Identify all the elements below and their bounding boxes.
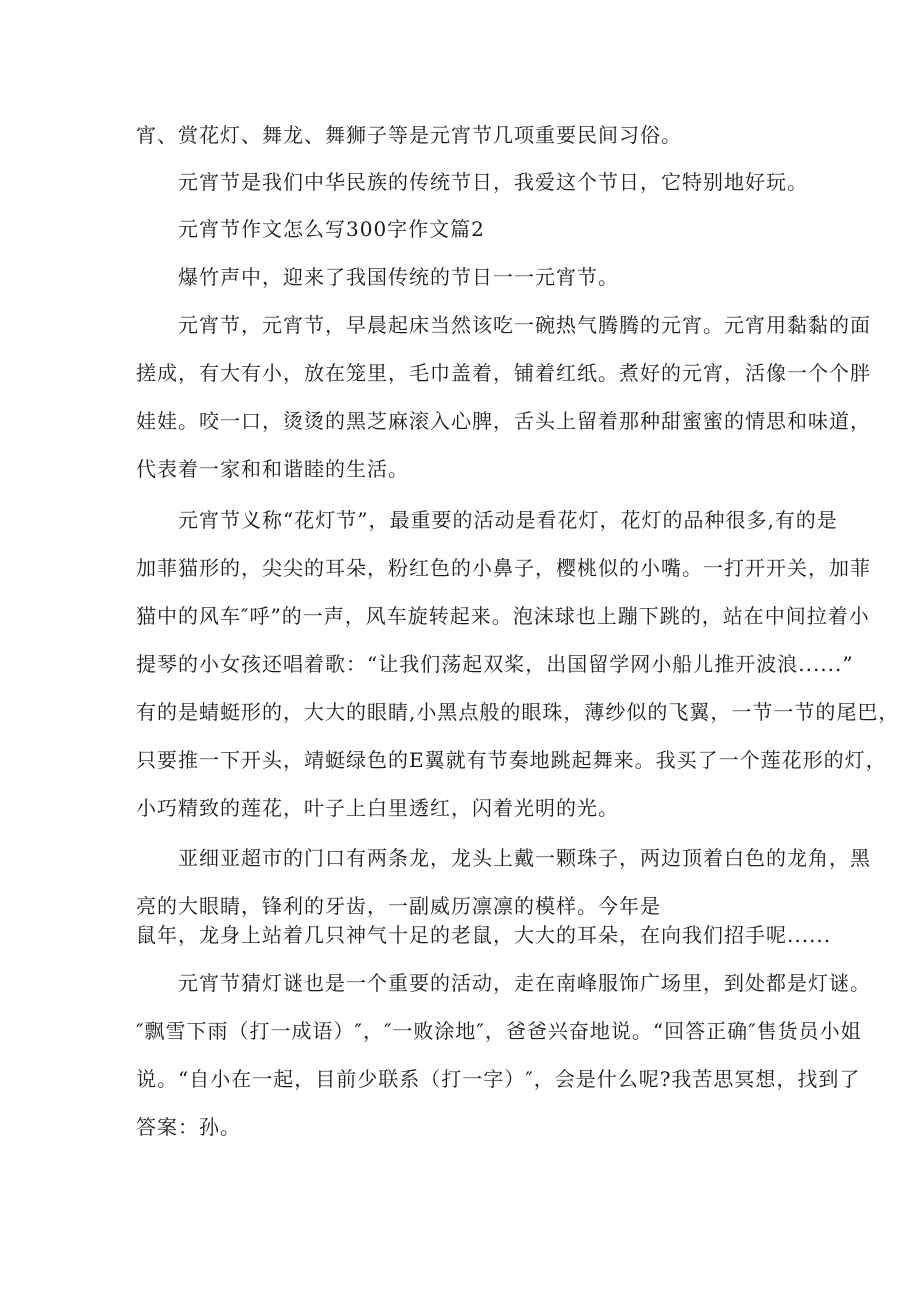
paragraph-start: 元宵节猜灯谜也是一个重要的活动，走在南峰服饰广场里，到处都是灯谜。	[178, 971, 871, 995]
paragraph-start: 元宵节义称“花灯节”，最重要的活动是看花灯，花灯的品种很多,有的是	[178, 508, 838, 532]
text-line: ″飘雪下雨（打一成语）″，″一败涂地″，爸爸兴奋地说。“回答正确″售货员小姐	[136, 1019, 862, 1043]
paragraph-start: 亚细亚超市的门口有两条龙，龙头上戴一颗珠子，两边顶着白色的龙角，黑	[178, 846, 871, 870]
text-line: 加菲猫形的，尖尖的耳朵，粉红色的小鼻子，樱桃似的小嘴。一打开开关，加菲	[136, 556, 871, 580]
text-line: 有的是蜻蜓形的，大大的眼睛,小黑点般的眼珠，薄纱似的飞翼，一节一节的尾巴，	[136, 700, 900, 724]
text-line: 搓成，有大有小，放在笼里，毛巾盖着，铺着红纸。煮好的元宵，活像一个个胖	[136, 361, 871, 385]
text-line: 亮的大眼睛，锋利的牙齿，一副威历凛凛的模样。今年是	[136, 894, 661, 918]
paragraph-start: 元宵节，元宵节，早晨起床当然该吃一碗热气腾腾的元宵。元宵用黏黏的面	[178, 313, 871, 337]
paragraph-start: 爆竹声中，迎来了我国传统的节日一一元宵节。	[178, 265, 619, 289]
text-line: 娃娃。咬一口，烫烫的黑芝麻滚入心脾，舌头上留着那种甜蜜蜜的情思和味道，	[136, 409, 871, 433]
text-line: 小巧精致的莲花，叶子上白里透红，闪着光明的光。	[136, 796, 619, 820]
text-line: 说。“自小在一起，目前少联系（打一字）″，会是什么呢?我苦思冥想，找到了	[136, 1067, 861, 1091]
text-line: 提琴的小女孩还唱着歌：“让我们荡起双桨，出国留学网小船儿推开波浪......”	[136, 652, 854, 676]
section-heading: 元宵节作文怎么写300字作文篇2	[178, 217, 485, 241]
text-line: 宵、赏花灯、舞龙、舞狮子等是元宵节几项重要民间习俗。	[136, 123, 682, 147]
text-line: 代表着一家和和谐睦的生活。	[136, 457, 409, 481]
text-line: 答案：孙。	[136, 1115, 241, 1139]
text-line: 猫中的风车″呼”的一声，风车旋转起来。泡沫球也上蹦下跳的，站在中间拉着小	[136, 604, 870, 628]
text-line: 只要推一下开头，靖蜓绿色的E翼就有节奏地跳起舞来。我买了一个莲花形的灯，	[136, 748, 887, 772]
text-line: 鼠年，龙身上站着几只神气十足的老鼠，大大的耳朵，在向我们招手呢......	[136, 923, 832, 947]
paragraph-start: 元宵节是我们中华民族的传统节日，我爱这个节日，它特别地好玩。	[178, 170, 808, 194]
